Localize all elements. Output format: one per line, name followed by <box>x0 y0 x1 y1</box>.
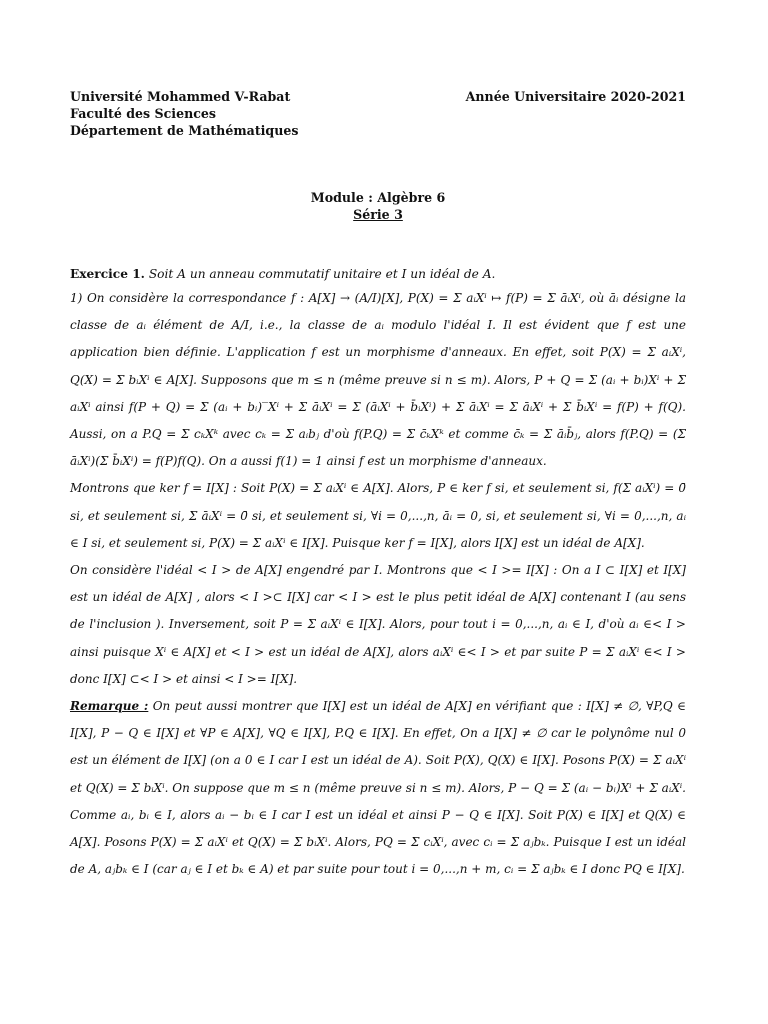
remark-paragraph <box>70 693 686 883</box>
faculty-name: Faculté des Sciences <box>70 106 217 121</box>
academic-year: Année Universitaire 2020-2021 <box>465 89 686 104</box>
university-name: Université Mohammed V-Rabat <box>70 89 291 104</box>
paragraph-ideal: On considère l'idéal < I > de A[X] engendré par I. Montrons que < I >= I[X] : On a I ⊂ I[X] et I[X] est un idéal de A[X] , alors < I >⊂ I[X] car < I > est le plus petit idéal de A[X] contenant I (au sens de l'inclusion ). Inversement, soit P = Σ aᵢXⁱ ∈ I[X]. Alors, pour tout i = 0,...,n, aᵢ ∈ I, d'où aᵢ ∈< I > ainsi puisque Xⁱ ∈ A[X] et < I > est un idéal de A[X], alors aᵢXⁱ ∈< I > et par suite P = Σ aᵢXⁱ ∈< I > donc I[X] ⊂< I > et ainsi < I >= I[X]. <box>70 563 686 686</box>
series-title: Série 3 <box>353 207 403 222</box>
paragraph-kernel: Montrons que ker f = I[X] : Soit P(X) = Σ aᵢXⁱ ∈ A[X]. Alors, P ∈ ker f si, et seulement si, f(Σ aᵢXⁱ) = 0̄ si, et seulement si, Σ āᵢXⁱ = 0̄ si, et seulement si, ∀i = 0,...,n, āᵢ = 0, si, et seulement si, ∀i = 0,...,n, aᵢ ∈ I si, et seulement si, P(X) = Σ aᵢXⁱ ∈ I[X]. Puisque ker f = I[X], alors I[X] est un idéal de A[X]. <box>70 481 686 550</box>
exercise-heading <box>70 265 686 283</box>
document-header <box>70 88 686 139</box>
exercise-body <box>70 285 686 883</box>
document-title <box>70 189 686 223</box>
paragraph-morphism: 1) On considère la correspondance f : A[X] → (A/I)[X], P(X) = Σ aᵢXⁱ ↦ f(P) = Σ āᵢXⁱ, où āᵢ désigne la classe de aᵢ élément de A/I, i.e., la classe de aᵢ modulo l'idéal I. Il est évident que f est une application bien définie. L'application f est un morphisme d'anneaux. En effet, soit P(X) = Σ aᵢXⁱ, Q(X) = Σ bᵢXⁱ ∈ A[X]. Supposons que m ≤ n (même preuve si n ≤ m). Alors, P + Q = Σ (aᵢ + bᵢ)Xⁱ + Σ aᵢXⁱ ainsi f(P + Q) = Σ (aᵢ + bᵢ)‾Xⁱ + Σ āᵢXⁱ = Σ (āᵢXⁱ + b̄ᵢXⁱ) + Σ āᵢXⁱ = Σ āᵢXⁱ + Σ b̄ᵢXⁱ = f(P) + f(Q). Aussi, on a P.Q = Σ cₖXᵏ avec cₖ = Σ aᵢbⱼ d'où f(P.Q) = Σ c̄ₖXᵏ et comme c̄ₖ = Σ āᵢb̄ⱼ, alors f(P.Q) = (Σ āᵢXⁱ)(Σ b̄ᵢXⁱ) = f(P)f(Q). On a aussi f(1) = 1 ainsi f est un morphisme d'anneaux. <box>70 291 686 469</box>
institution-block <box>70 88 299 139</box>
module-title: Module : Algèbre 6 <box>310 190 446 205</box>
remark-label: Remarque : <box>70 699 149 714</box>
document-page <box>70 88 686 883</box>
exercise-label: Exercice 1. <box>70 267 145 281</box>
exercise-statement: Soit A un anneau commutatif unitaire et I un idéal de A. <box>148 267 496 281</box>
remark-text: On peut aussi montrer que I[X] est un idéal de A[X] en vérifiant que : I[X] ≠ ∅, ∀P,Q ∈ I[X], P − Q ∈ I[X] et ∀P ∈ A[X], ∀Q ∈ I[X], P.Q ∈ I[X]. En effet, On a I[X] ≠ ∅ car le polynôme nul 0 est un élément de I[X] (on a 0 ∈ I car I est un idéal de A). Soit P(X), Q(X) ∈ I[X]. Posons P(X) = Σ aᵢXⁱ et Q(X) = Σ bᵢXⁱ. On suppose que m ≤ n (même preuve si n ≤ m). Alors, P − Q = Σ (aᵢ − bᵢ)Xⁱ + Σ aᵢXⁱ. Comme aᵢ, bᵢ ∈ I, alors aᵢ − bᵢ ∈ I car I est un idéal et ainsi P − Q ∈ I[X]. Soit P(X) ∈ I[X] et Q(X) ∈ A[X]. Posons P(X) = Σ aᵢXⁱ et Q(X) = Σ bᵢXⁱ. Alors, PQ = Σ cᵢXⁱ, avec cᵢ = Σ aⱼbₖ. Puisque I est un idéal de A, aⱼbₖ ∈ I (car aⱼ ∈ I et bₖ ∈ A) et par suite pour tout i = 0,...,n + m, cᵢ = Σ aⱼbₖ ∈ I donc PQ ∈ I[X]. <box>70 699 686 877</box>
department-name: Département de Mathématiques <box>70 123 299 138</box>
